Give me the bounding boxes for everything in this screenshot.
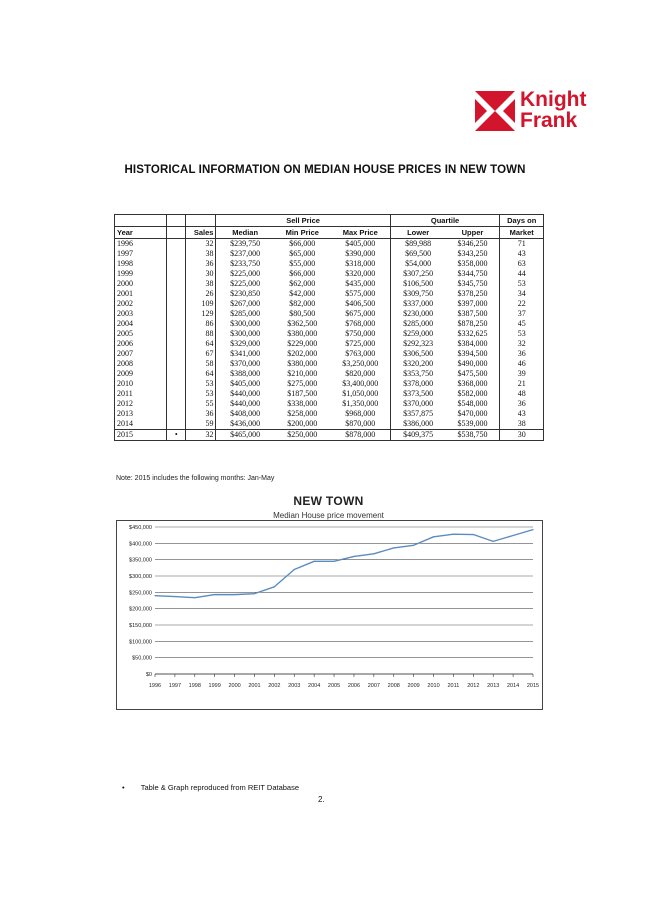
cell-lower: $378,000: [390, 379, 445, 389]
cell-upper: $358,000: [457, 259, 488, 268]
cell-lower: $320,200: [390, 359, 445, 369]
cell-max: $1,350,000: [342, 399, 379, 408]
cell-median: $230,850: [216, 289, 274, 299]
cell-median: $239,750: [216, 239, 274, 250]
x-tick-label: 2003: [288, 683, 301, 689]
cell-max: $870,000: [345, 419, 376, 428]
cell-upper: $539,000: [457, 419, 488, 428]
cell-max: $390,000: [345, 249, 376, 258]
cell-days: 46: [500, 359, 544, 369]
cell-marker: [167, 359, 186, 369]
data-point: [174, 596, 175, 597]
cell-lower: $306,500: [390, 349, 445, 359]
cell-upper: $332,625: [457, 329, 488, 338]
header-spacer: [167, 227, 186, 239]
cell-upper: $387,500: [457, 309, 488, 318]
cell-marker: [167, 409, 186, 419]
data-point: [254, 593, 255, 594]
cell-lower: $353,750: [390, 369, 445, 379]
cell-median: $341,000: [216, 349, 274, 359]
cell-median: $225,000: [216, 269, 274, 279]
cell-year: 2010: [115, 379, 167, 389]
x-tick-label: 2014: [506, 683, 520, 689]
cell-sales: 58: [186, 359, 216, 369]
cell-marker: [167, 239, 186, 250]
table-row: [115, 309, 544, 319]
data-point: [314, 561, 315, 562]
cell-sales: 32: [186, 239, 216, 250]
cell-sales: 86: [186, 319, 216, 329]
cell-lower: $89,988: [390, 239, 445, 250]
median-price-table: [114, 214, 544, 441]
x-tick-label: 2008: [387, 683, 400, 689]
cell-sales: 64: [186, 339, 216, 349]
cell-median: $225,000: [216, 279, 274, 289]
days-group-header: Days on: [500, 215, 544, 227]
sales-header: Sales: [186, 227, 216, 239]
cell-sales: 109: [186, 299, 216, 309]
cell-min: $202,000: [287, 349, 318, 358]
y-tick-label: $150,000: [129, 623, 152, 629]
cell-upper: $394,500: [457, 349, 488, 358]
cell-upper: $538,750: [446, 430, 500, 441]
x-tick-label: 1997: [168, 683, 182, 689]
cell-max: $575,000: [345, 289, 376, 298]
cell-days: 36: [500, 399, 544, 409]
y-tick-label: $100,000: [129, 639, 152, 646]
cell-sales: 36: [186, 259, 216, 269]
cell-marker: [167, 299, 186, 309]
cell-median: $440,000: [216, 399, 274, 409]
lower-quartile-header: Lower: [390, 227, 445, 239]
cell-days: 44: [500, 269, 544, 279]
x-tick-label: 1996: [148, 683, 162, 689]
cell-min: $66,000: [289, 239, 316, 248]
table-row: [115, 349, 544, 359]
table-row: [115, 249, 544, 259]
chart-plot-area: [117, 521, 542, 709]
logo-line2: Frank: [520, 109, 578, 132]
x-tick-label: 2015: [526, 683, 540, 689]
table-row: [115, 359, 544, 369]
cell-max: $675,000: [345, 309, 376, 318]
cell-days: 39: [500, 369, 544, 379]
cell-year: 2006: [115, 339, 167, 349]
knight-frank-logo: [475, 89, 595, 135]
cell-max: $435,000: [345, 279, 376, 288]
header-spacer: [186, 215, 216, 227]
cell-min: $338,000: [287, 399, 318, 408]
cell-days: 30: [500, 430, 544, 441]
x-tick-label: 2000: [228, 683, 241, 689]
data-point: [154, 595, 155, 596]
cell-min: $362,500: [287, 319, 318, 328]
cell-lower: $309,750: [390, 289, 445, 299]
chart-subtitle: Median House price movement: [273, 511, 384, 520]
footnote-bullet: •: [122, 783, 125, 792]
table-row: [115, 289, 544, 299]
cell-median: $237,000: [216, 249, 274, 259]
cell-min: $210,000: [287, 369, 318, 378]
cell-max: $725,000: [345, 339, 376, 348]
table-row: [115, 419, 544, 430]
cell-upper: $343,250: [457, 249, 488, 258]
header-spacer: [115, 215, 167, 227]
cell-year: 2008: [115, 359, 167, 369]
logo-line1: Knight: [520, 88, 587, 111]
cell-min: $62,000: [289, 279, 316, 288]
cell-sales: 64: [186, 369, 216, 379]
cell-upper: $548,000: [457, 399, 488, 408]
cell-lower: $292,323: [390, 339, 445, 349]
table-row: [115, 259, 544, 269]
y-tick-label: $200,000: [129, 606, 152, 613]
min-price-header: Min Price: [274, 227, 331, 239]
cell-marker: [167, 329, 186, 339]
cell-days: 37: [500, 309, 544, 319]
table-row: [115, 279, 544, 289]
cell-upper: $490,000: [457, 359, 488, 368]
median-header: Median: [216, 227, 274, 239]
cell-min: $82,000: [289, 299, 316, 308]
cell-median: $440,000: [216, 389, 274, 399]
cell-max: $878,000: [331, 430, 391, 441]
cell-lower: $409,375: [390, 430, 445, 441]
cell-upper: $397,000: [457, 299, 488, 308]
data-point: [532, 529, 533, 530]
x-tick-label: 2012: [467, 683, 480, 689]
table-row: [115, 409, 544, 419]
cell-min: $200,000: [287, 419, 318, 428]
cell-days: 48: [500, 389, 544, 399]
data-point: [194, 597, 195, 598]
cell-marker: [167, 369, 186, 379]
cell-lower: $54,000: [390, 259, 445, 269]
cell-max: $750,000: [345, 329, 376, 338]
cell-days: 53: [500, 279, 544, 289]
cell-median: $300,000: [216, 329, 274, 339]
data-point: [453, 534, 454, 535]
chart-frame: [116, 520, 543, 710]
cell-sales: 129: [186, 309, 216, 319]
table-row: [115, 329, 544, 339]
cell-upper: $475,500: [457, 369, 488, 378]
cell-sales: 32: [186, 430, 216, 441]
cell-year: 1999: [115, 269, 167, 279]
cell-upper: $346,250: [457, 239, 488, 248]
cell-marker: [167, 279, 186, 289]
y-tick-label: $250,000: [129, 590, 152, 597]
cell-lower: $230,000: [390, 309, 445, 319]
upper-quartile-header: Upper: [446, 227, 500, 239]
cell-median: $436,000: [216, 419, 274, 430]
cell-days: 21: [500, 379, 544, 389]
cell-lower: $370,000: [390, 399, 445, 409]
cell-days: 53: [500, 329, 544, 339]
cell-days: 43: [500, 249, 544, 259]
cell-max: $320,000: [345, 269, 376, 278]
cell-year: 2011: [115, 389, 167, 399]
table-row: [115, 319, 544, 329]
cell-marker: [167, 389, 186, 399]
cell-upper: $368,000: [457, 379, 488, 388]
cell-upper: $384,000: [457, 339, 488, 348]
cell-marker: [167, 349, 186, 359]
cell-sales: 38: [186, 249, 216, 259]
cell-min: $80,500: [289, 309, 316, 318]
sell-price-group-header: Sell Price: [216, 215, 390, 227]
cell-min: $66,000: [289, 269, 316, 278]
cell-sales: 26: [186, 289, 216, 299]
footnote-text: Table & Graph reproduced from REIT Database: [140, 783, 300, 792]
data-point: [353, 556, 354, 557]
cell-max: $318,000: [345, 259, 376, 268]
table-row: [115, 399, 544, 409]
y-tick-label: $50,000: [132, 655, 152, 662]
cell-min: $275,000: [287, 379, 318, 388]
cell-max: $3,250,000: [342, 359, 379, 368]
cell-upper: $344,750: [457, 269, 488, 278]
x-tick-label: 2013: [487, 683, 500, 689]
data-point: [274, 586, 275, 587]
cell-min: $229,000: [287, 339, 318, 348]
page-number: 2.: [318, 795, 325, 804]
cell-max: $768,000: [345, 319, 376, 328]
cell-days: 36: [500, 349, 544, 359]
data-point: [413, 545, 414, 546]
cell-year: 2012: [115, 399, 167, 409]
table-row: [115, 239, 544, 250]
page-title: HISTORICAL INFORMATION ON MEDIAN HOUSE PRICES IN NEW TOWN: [124, 164, 526, 176]
table-note: Note: 2015 includes the following months: Jan-May: [116, 475, 275, 482]
cell-days: 43: [500, 409, 544, 419]
cell-max: $968,000: [345, 409, 376, 418]
cell-year: 2000: [115, 279, 167, 289]
cell-marker: [167, 289, 186, 299]
cell-sales: 38: [186, 279, 216, 289]
cell-year: 2007: [115, 349, 167, 359]
table-row: [115, 269, 544, 279]
cell-min: $380,000: [287, 359, 318, 368]
cell-year: 1997: [115, 249, 167, 259]
x-tick-label: 2006: [347, 683, 361, 689]
cell-marker: [167, 419, 186, 430]
cell-median: $408,000: [216, 409, 274, 419]
cell-min: $55,000: [289, 259, 316, 268]
data-point: [234, 594, 235, 595]
cell-year: 2005: [115, 329, 167, 339]
table-row: [115, 379, 544, 389]
cell-lower: $337,000: [390, 299, 445, 309]
y-tick-label: $350,000: [129, 557, 152, 564]
data-point: [333, 561, 334, 562]
x-tick-label: 2001: [248, 683, 261, 689]
logo-wordmark: [520, 89, 586, 131]
cell-lower: $106,500: [390, 279, 445, 289]
y-tick-label: $0: [145, 672, 152, 678]
cell-min: $42,000: [289, 289, 316, 298]
table-row: [115, 389, 544, 399]
cell-sales: 36: [186, 409, 216, 419]
cell-lower: $386,000: [390, 419, 445, 430]
x-tick-label: 2004: [308, 683, 321, 689]
table-row: [115, 299, 544, 309]
cell-median: $465,000: [216, 430, 274, 441]
cell-year: 2009: [115, 369, 167, 379]
cell-max: $406,500: [345, 299, 376, 308]
data-point: [473, 534, 474, 535]
cell-marker: •: [167, 430, 186, 441]
cell-days: 22: [500, 299, 544, 309]
cell-max: $763,000: [345, 349, 376, 358]
cell-marker: [167, 269, 186, 279]
data-point: [513, 535, 514, 536]
cell-upper: $878,250: [457, 319, 488, 328]
cell-min: $187,500: [287, 389, 318, 398]
cell-median: $370,000: [216, 359, 274, 369]
market-header: Market: [500, 227, 544, 239]
cell-marker: [167, 339, 186, 349]
cell-median: $285,000: [216, 309, 274, 319]
median-price-chart: [114, 494, 543, 710]
source-footnote: [122, 783, 299, 792]
cell-median: $405,000: [216, 379, 274, 389]
cell-lower: $259,000: [390, 329, 445, 339]
cell-year: 2003: [115, 309, 167, 319]
data-point: [393, 547, 394, 548]
cell-sales: 30: [186, 269, 216, 279]
cell-marker: [167, 319, 186, 329]
cell-sales: 55: [186, 399, 216, 409]
data-point: [493, 541, 494, 542]
cell-lower: $373,500: [390, 389, 445, 399]
cell-lower: $285,000: [390, 319, 445, 329]
cell-upper: $345,750: [457, 279, 488, 288]
cell-days: 34: [500, 289, 544, 299]
cell-year: 1998: [115, 259, 167, 269]
cell-sales: 67: [186, 349, 216, 359]
y-tick-label: $400,000: [129, 541, 152, 548]
x-tick-label: 2010: [427, 683, 440, 689]
cell-year: 1996: [115, 239, 167, 250]
year-header: Year: [115, 227, 167, 239]
cell-year: 2002: [115, 299, 167, 309]
x-tick-label: 2005: [327, 683, 341, 689]
cell-days: 45: [500, 319, 544, 329]
cell-lower: $307,250: [390, 269, 445, 279]
cell-year: 2015: [115, 430, 167, 441]
cell-max: $3,400,000: [342, 379, 379, 388]
y-tick-label: $300,000: [129, 574, 152, 580]
cell-max: $1,050,000: [342, 389, 379, 398]
data-point: [433, 536, 434, 537]
cell-marker: [167, 309, 186, 319]
cell-marker: [167, 259, 186, 269]
cell-lower: $357,875: [390, 409, 445, 419]
cell-days: 63: [500, 259, 544, 269]
x-tick-label: 1998: [188, 683, 201, 689]
cell-marker: [167, 249, 186, 259]
series-line-median: [155, 530, 533, 598]
cell-year: 2001: [115, 289, 167, 299]
cell-lower: $69,500: [390, 249, 445, 259]
cell-min: $380,000: [287, 329, 318, 338]
x-tick-label: 2002: [268, 683, 281, 689]
y-tick-label: $450,000: [129, 525, 152, 531]
cell-year: 2004: [115, 319, 167, 329]
header-spacer: [167, 215, 186, 227]
cell-median: $233,750: [216, 259, 274, 269]
cell-min: $250,000: [274, 430, 331, 441]
x-tick-label: 2007: [367, 683, 380, 689]
cell-sales: 53: [186, 379, 216, 389]
x-tick-label: 2011: [447, 683, 460, 689]
data-point: [373, 553, 374, 554]
cell-days: 32: [500, 339, 544, 349]
cell-days: 71: [500, 239, 544, 250]
cell-median: $267,000: [216, 299, 274, 309]
cell-days: 38: [500, 419, 544, 430]
x-tick-label: 1999: [208, 683, 221, 689]
chart-title: NEW TOWN: [293, 494, 364, 508]
cell-median: $329,000: [216, 339, 274, 349]
cell-sales: 88: [186, 329, 216, 339]
cell-median: $300,000: [216, 319, 274, 329]
data-point: [294, 569, 295, 570]
cell-year: 2013: [115, 409, 167, 419]
x-tick-label: 2009: [407, 683, 420, 689]
max-price-header: Max Price: [331, 227, 391, 239]
cell-max: $820,000: [345, 369, 376, 378]
cell-sales: 59: [186, 419, 216, 430]
cell-upper: $470,000: [457, 409, 488, 418]
cell-marker: [167, 379, 186, 389]
knight-frank-logo-mark-icon: [475, 91, 515, 131]
cell-median: $388,000: [216, 369, 274, 379]
cell-upper: $582,000: [457, 389, 488, 398]
table-row: [115, 339, 544, 349]
cell-sales: 53: [186, 389, 216, 399]
cell-year: 2014: [115, 419, 167, 430]
table-body: [115, 239, 544, 430]
table-row: [115, 369, 544, 379]
quartile-group-header: Quartile: [390, 215, 500, 227]
cell-min: $65,000: [289, 249, 316, 258]
cell-min: $258,000: [287, 409, 318, 418]
cell-max: $405,000: [345, 239, 376, 248]
cell-marker: [167, 399, 186, 409]
table-row-2015: [115, 430, 544, 441]
data-point: [214, 594, 215, 595]
cell-upper: $378,250: [457, 289, 488, 298]
